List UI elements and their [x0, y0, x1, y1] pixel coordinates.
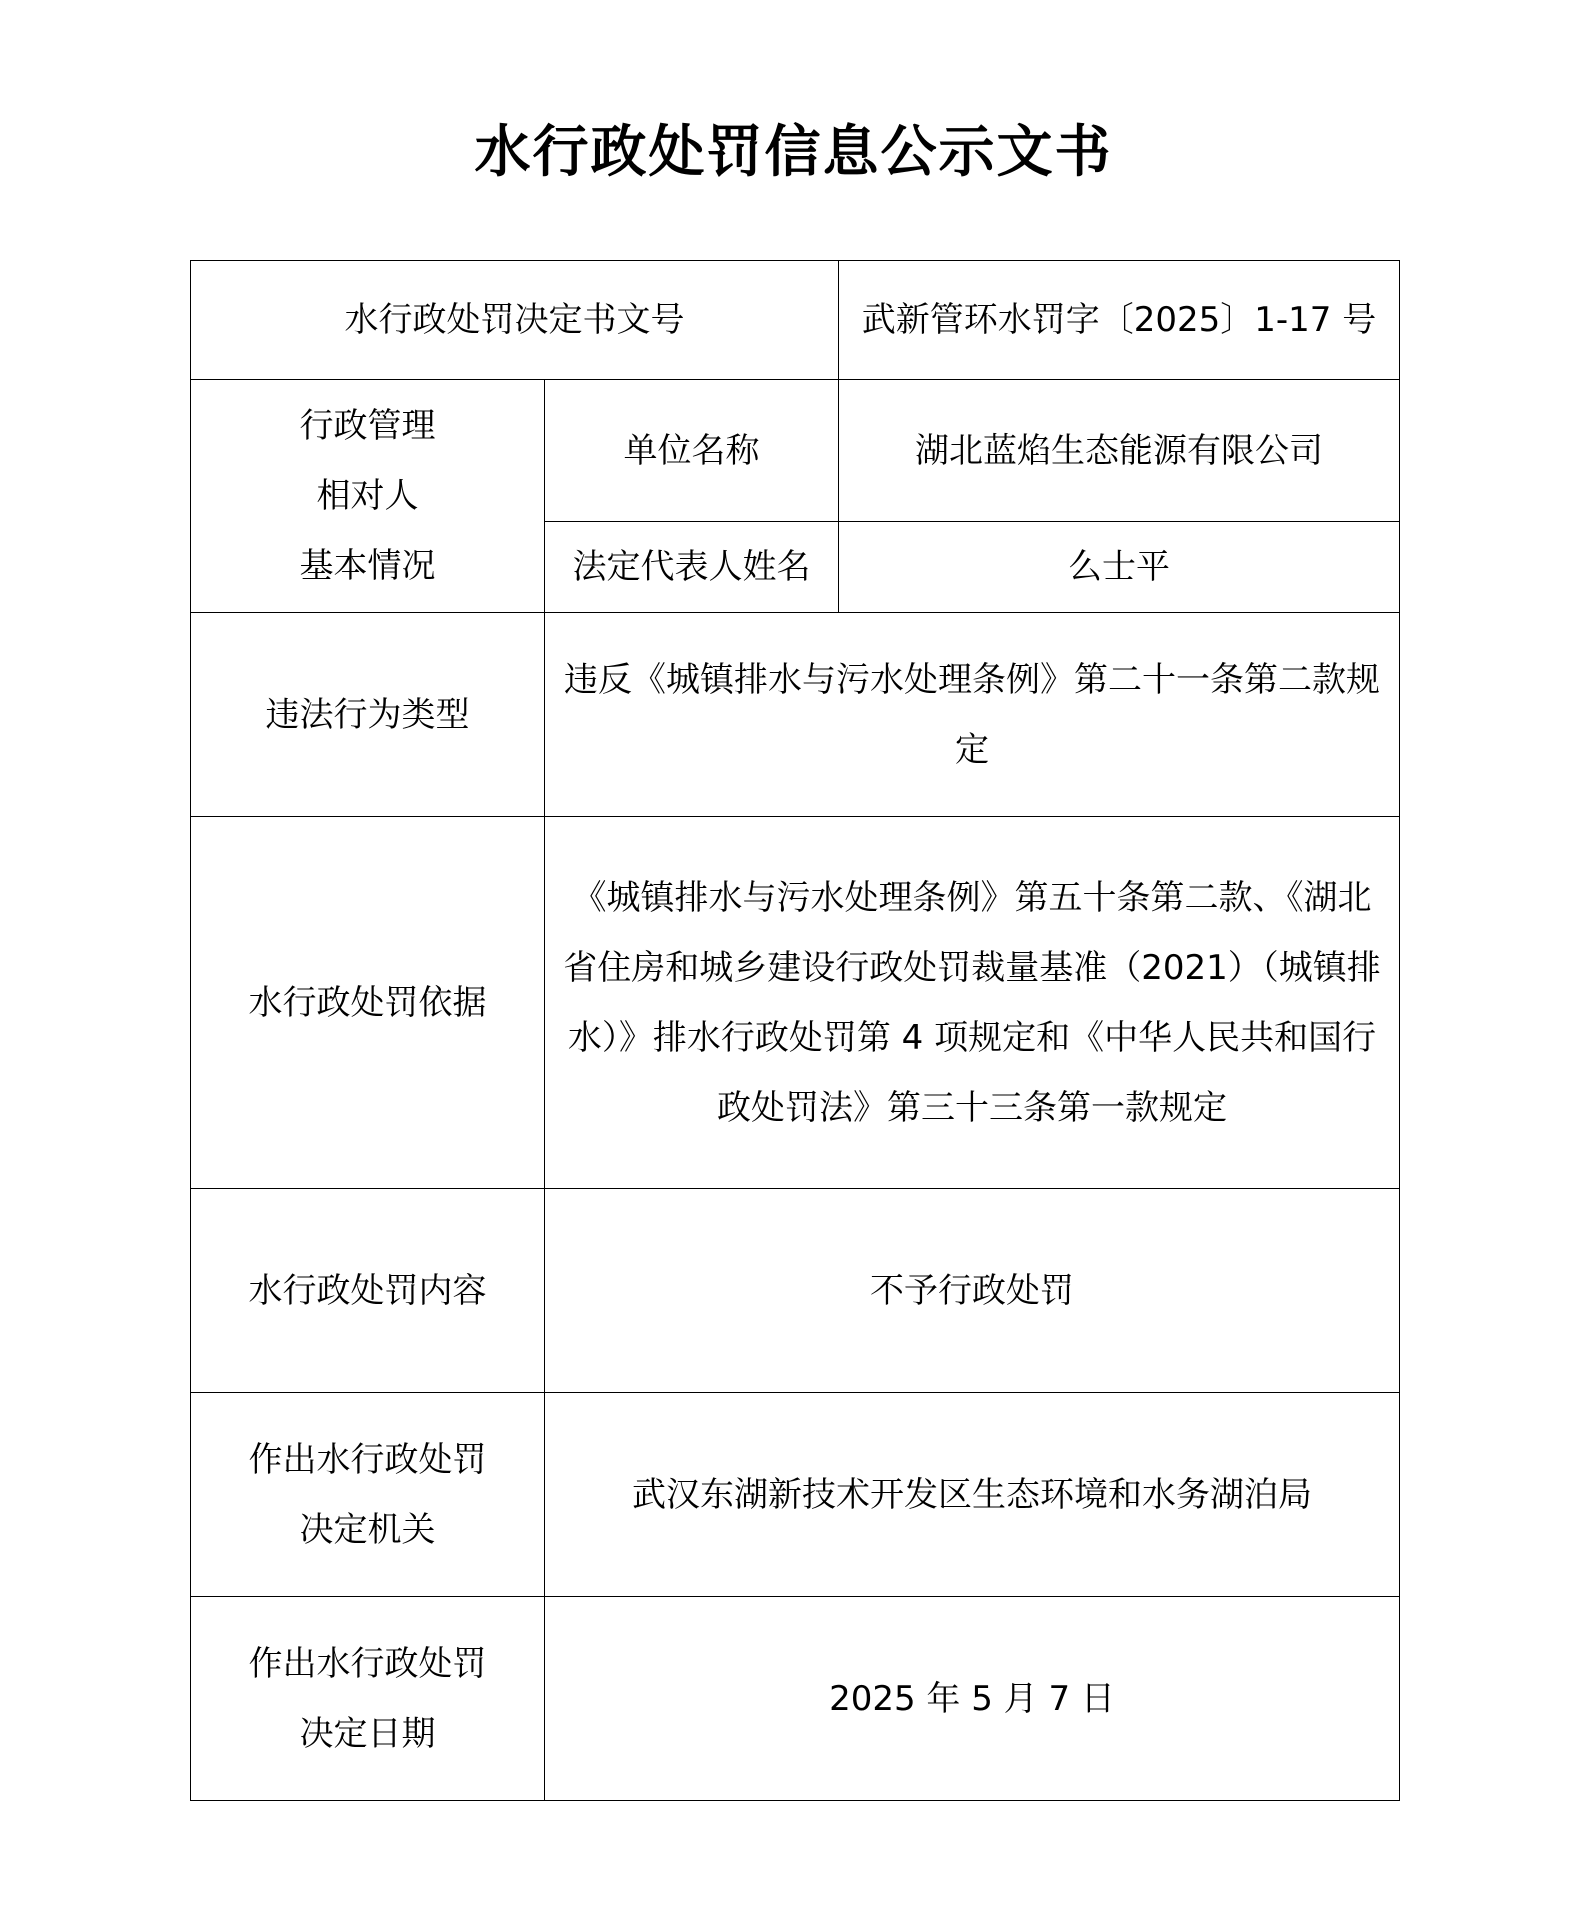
- decision-date-label: 作出水行政处罚 决定日期: [191, 1597, 545, 1801]
- decision-no-label: 水行政处罚决定书文号: [191, 261, 839, 380]
- document-title: 水行政处罚信息公示文书: [474, 119, 1113, 185]
- authority-label: 作出水行政处罚 决定机关: [191, 1393, 545, 1597]
- authority-value: 武汉东湖新技术开发区生态环境和水务湖泊局: [545, 1393, 1400, 1597]
- decision-no-value: 武新管环水罚字〔2025〕1-17 号: [839, 261, 1400, 380]
- penalty-content-value: 不予行政处罚: [545, 1189, 1400, 1393]
- legal-rep-label: 法定代表人姓名: [545, 522, 839, 613]
- table-row-decision-no: [191, 261, 1400, 380]
- penalty-basis-value: 《城镇排水与污水处理条例》第五十条第二款、《湖北省住房和城乡建设行政处罚裁量基准（2021）（城镇排水）》排水行政处罚第 4 项规定和《中华人民共和国行政处罚法》第三十三条第一款规定: [545, 817, 1400, 1189]
- table-row-decision-date: [191, 1597, 1400, 1801]
- penalty-basis-label: 水行政处罚依据: [191, 817, 545, 1189]
- table-row-violation-type: [191, 613, 1400, 817]
- table-row-unit-name: [191, 380, 1400, 522]
- party-info-label: 行政管理 相对人 基本情况: [191, 380, 545, 613]
- penalty-info-table: [190, 260, 1400, 1801]
- violation-type-label: 违法行为类型: [191, 613, 545, 817]
- unit-name-value: 湖北蓝焰生态能源有限公司: [839, 380, 1400, 522]
- violation-type-value: 违反《城镇排水与污水处理条例》第二十一条第二款规定: [545, 613, 1400, 817]
- unit-name-label: 单位名称: [545, 380, 839, 522]
- legal-rep-value: 么士平: [839, 522, 1400, 613]
- table-row-penalty-content: [191, 1189, 1400, 1393]
- penalty-content-label: 水行政处罚内容: [191, 1189, 545, 1393]
- table-row-penalty-basis: [191, 817, 1400, 1189]
- table-row-authority: [191, 1393, 1400, 1597]
- decision-date-value: 2025 年 5 月 7 日: [545, 1597, 1400, 1801]
